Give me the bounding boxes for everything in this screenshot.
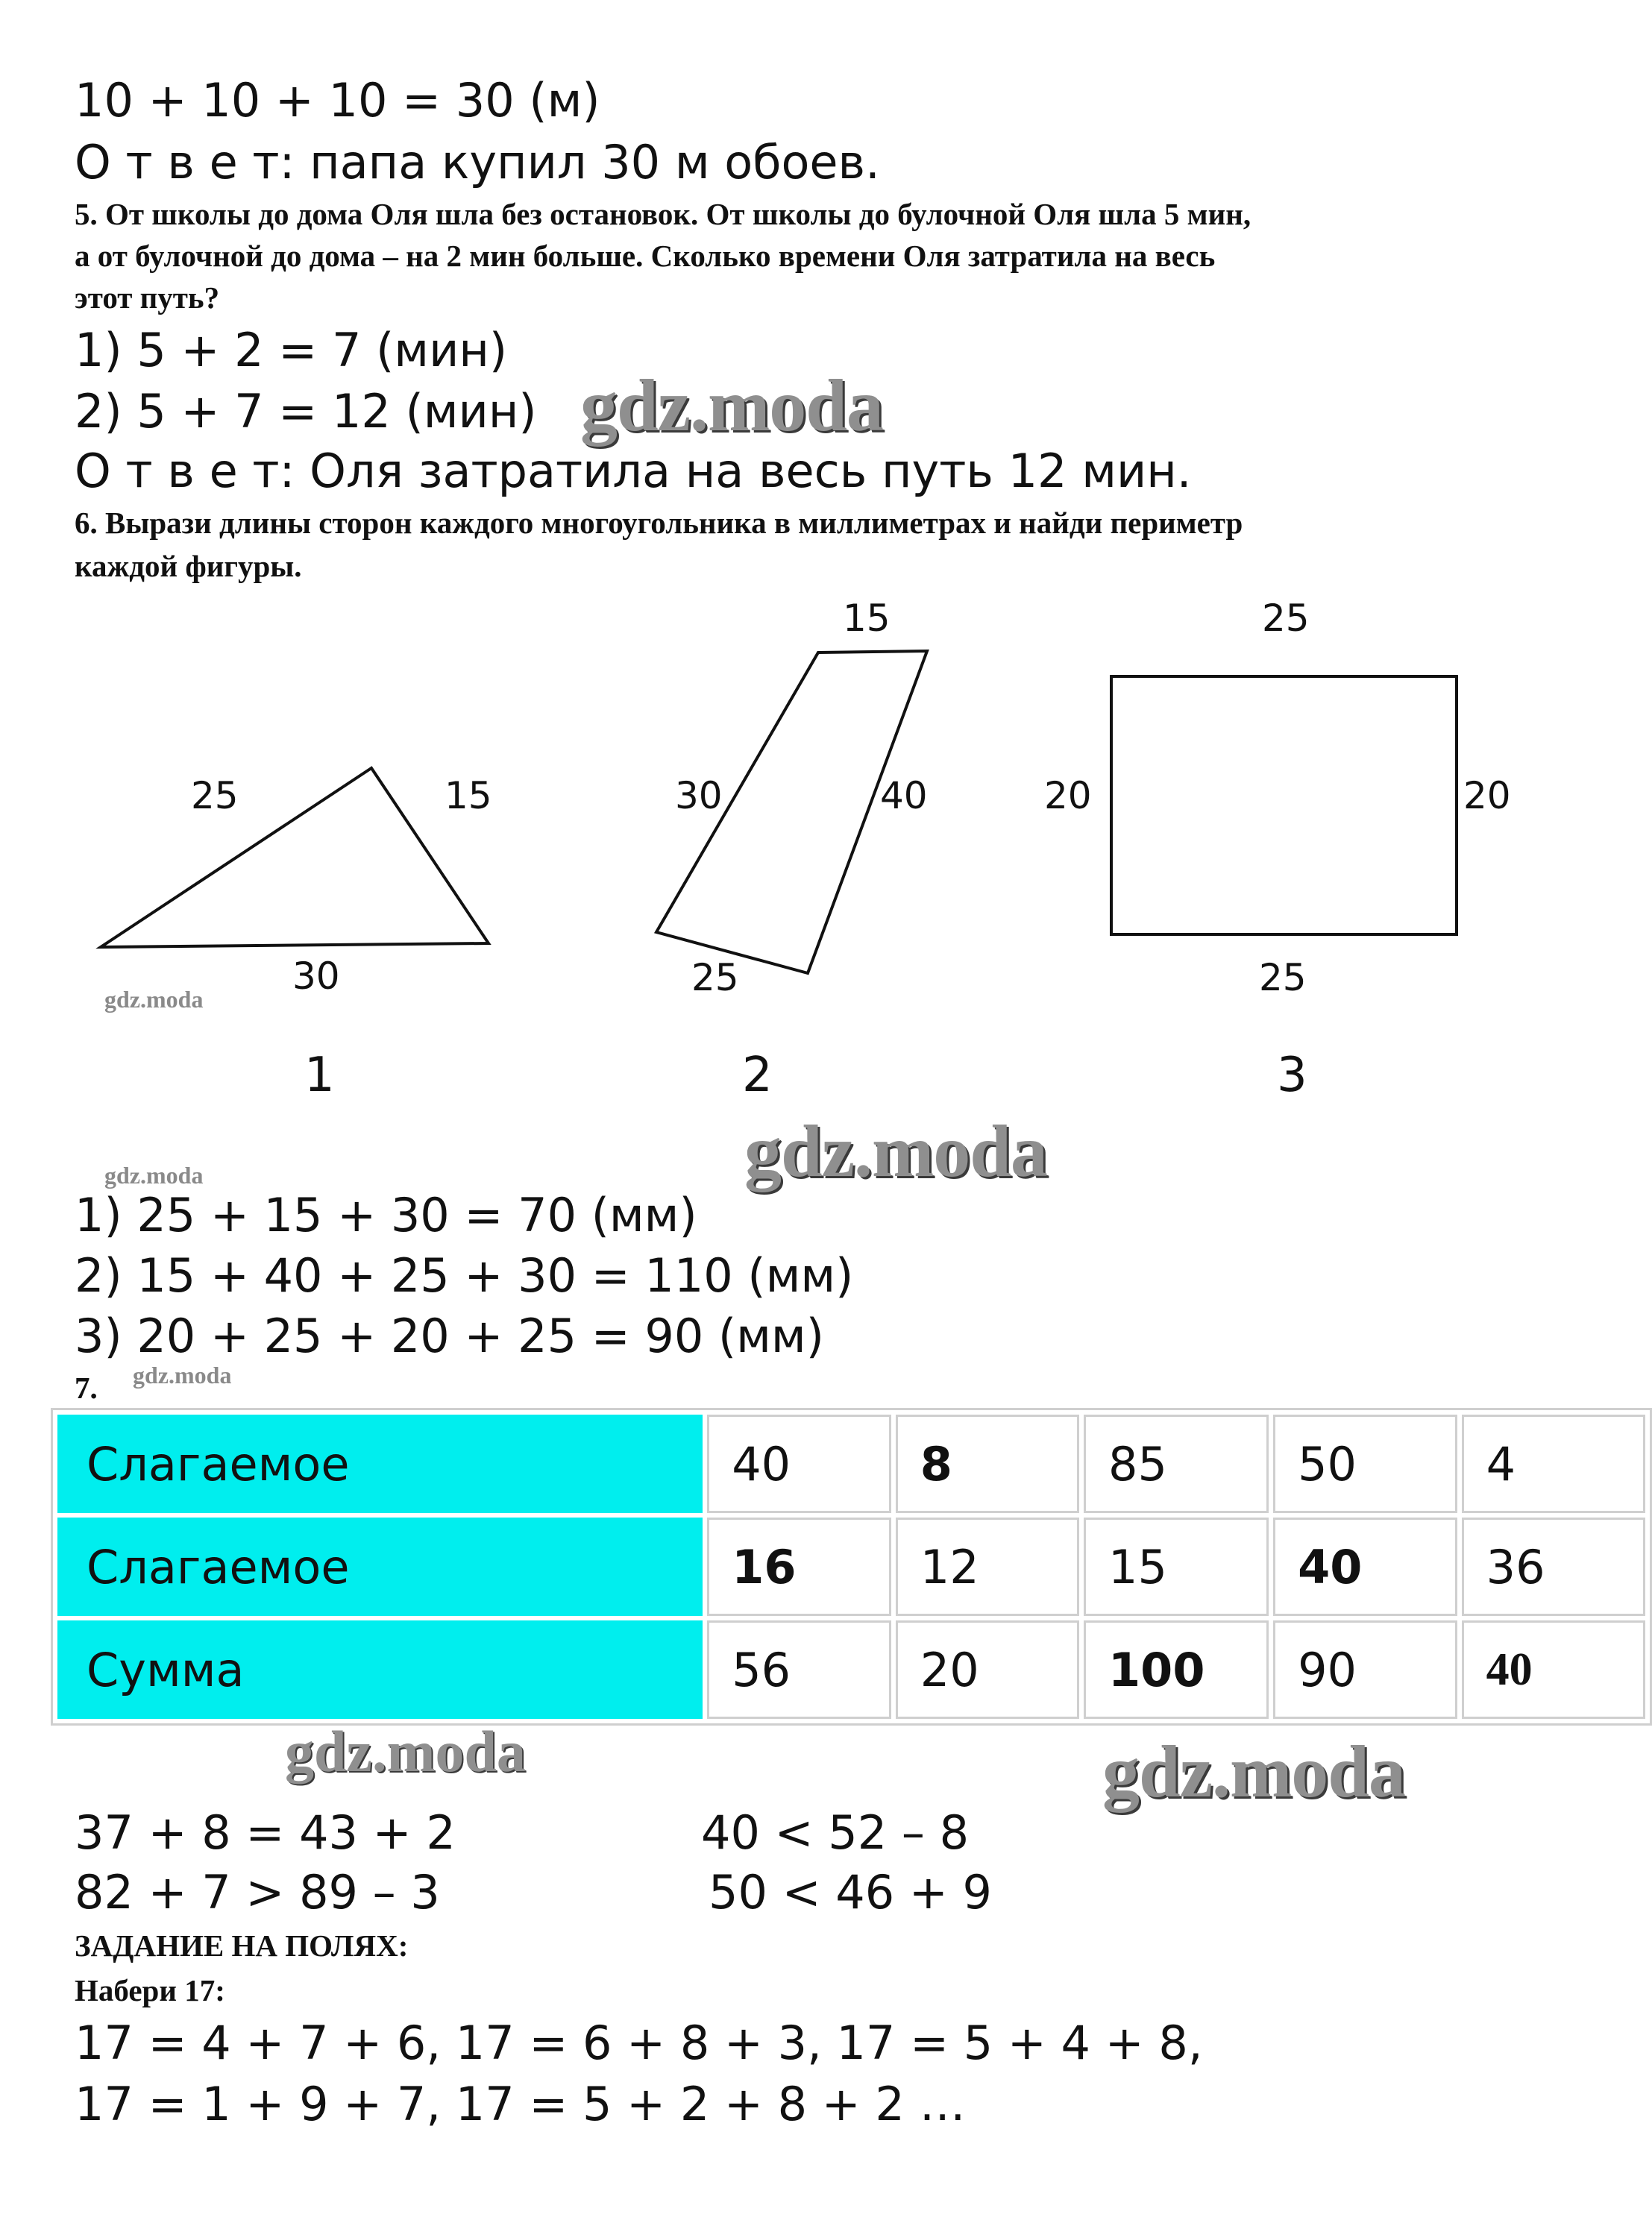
rect-side-label: 25 (1262, 597, 1310, 640)
task-6-text-line-1: 6. Вырази длины сторон каждого многоугольника в миллиметрах и найди периметр (75, 506, 1243, 540)
comparison-line: 82 + 7 > 89 – 3 (75, 1865, 440, 1919)
quad-side-label: 40 (880, 774, 928, 817)
table-cell: 40 (1462, 1620, 1645, 1719)
watermark: gdz.moda (580, 364, 883, 447)
table-cell: 8 (896, 1415, 1079, 1513)
solution-step-1: 1) 5 + 2 = 7 (мин) (75, 323, 508, 377)
triangle-side-label: 15 (445, 774, 492, 817)
table-cell: 12 (896, 1518, 1079, 1616)
table-cell: 40 (707, 1415, 891, 1513)
polygon-figures (0, 582, 1652, 1133)
perimeter-line: 2) 15 + 40 + 25 + 30 = 110 (мм) (75, 1248, 854, 1303)
table-row (57, 1620, 1645, 1719)
comparison-line: 37 + 8 = 43 + 2 (75, 1805, 456, 1860)
table-cell: 50 (1273, 1415, 1457, 1513)
watermark: gdz.moda (1102, 1730, 1405, 1813)
margin-task-subtitle: Набери 17: (75, 1973, 225, 2007)
task-5-text-line-1: 5. От школы до дома Оля шла без остановок. От школы до булочной Оля шла 5 мин, (75, 197, 1251, 231)
table-cell: 56 (707, 1620, 891, 1719)
triangle-side-label: 25 (191, 774, 239, 817)
figure-number: 3 (1277, 1048, 1307, 1103)
watermark: gdz.moda (104, 1162, 204, 1189)
task-5-text-line-3: этот путь? (75, 280, 220, 315)
rect-side-label: 25 (1259, 956, 1307, 999)
quad-side-label: 15 (843, 597, 891, 640)
equation-line: 10 + 10 + 10 = 30 (м) (75, 73, 600, 128)
addition-table (51, 1408, 1652, 1726)
comparison-line: 40 < 52 – 8 (701, 1805, 970, 1860)
answer-line: О т в е т: папа купил 30 м обоев. (75, 135, 880, 189)
table-cell: 85 (1084, 1415, 1269, 1513)
figure-number: 1 (304, 1048, 335, 1103)
task-7-number: 7. (75, 1371, 98, 1405)
comparison-line: 50 < 46 + 9 (709, 1865, 992, 1919)
table-cell: 16 (707, 1518, 891, 1616)
table-cell: 90 (1273, 1620, 1457, 1719)
perimeter-line: 1) 25 + 15 + 30 = 70 (мм) (75, 1188, 697, 1242)
row-header: Слагаемое (57, 1518, 703, 1616)
figure-number: 2 (742, 1048, 773, 1103)
row-header: Слагаемое (57, 1415, 703, 1513)
row-header: Сумма (57, 1620, 703, 1719)
table-cell: 15 (1084, 1518, 1269, 1616)
margin-task-line: 17 = 1 + 9 + 7, 17 = 5 + 2 + 8 + 2 … (75, 2077, 966, 2131)
table-cell: 36 (1462, 1518, 1645, 1616)
perimeter-line: 3) 20 + 25 + 20 + 25 = 90 (мм) (75, 1309, 824, 1363)
watermark: gdz.moda (285, 1719, 526, 1784)
table-cell: 20 (896, 1620, 1079, 1719)
triangle-side-label: 30 (292, 955, 340, 998)
margin-task-title: ЗАДАНИЕ НА ПОЛЯХ: (75, 1928, 409, 1963)
table-row (57, 1415, 1645, 1513)
answer-line: О т в е т: Оля затратила на весь путь 12 мин. (75, 444, 1192, 498)
rect-side-label: 20 (1044, 774, 1092, 817)
watermark: gdz.moda (744, 1110, 1047, 1192)
quad-side-label: 30 (675, 774, 723, 817)
triangle-shape (101, 768, 489, 947)
watermark: gdz.moda (133, 1362, 232, 1389)
table-cell: 40 (1273, 1518, 1457, 1616)
table-row (57, 1518, 1645, 1616)
task-6-text-line-2: каждой фигуры. (75, 549, 302, 583)
watermark: gdz.moda (104, 986, 204, 1013)
quad-side-label: 25 (691, 956, 739, 999)
task-5-text-line-2: а от булочной до дома – на 2 мин больше. Сколько времени Оля затратила на весь (75, 239, 1216, 273)
table-cell: 4 (1462, 1415, 1645, 1513)
rectangle-shape (1111, 676, 1457, 934)
table-cell: 100 (1084, 1620, 1269, 1719)
solution-step-2: 2) 5 + 7 = 12 (мин) (75, 384, 537, 438)
rect-side-label: 20 (1463, 774, 1511, 817)
margin-task-line: 17 = 4 + 7 + 6, 17 = 6 + 8 + 3, 17 = 5 + 4 + 8, (75, 2016, 1203, 2070)
